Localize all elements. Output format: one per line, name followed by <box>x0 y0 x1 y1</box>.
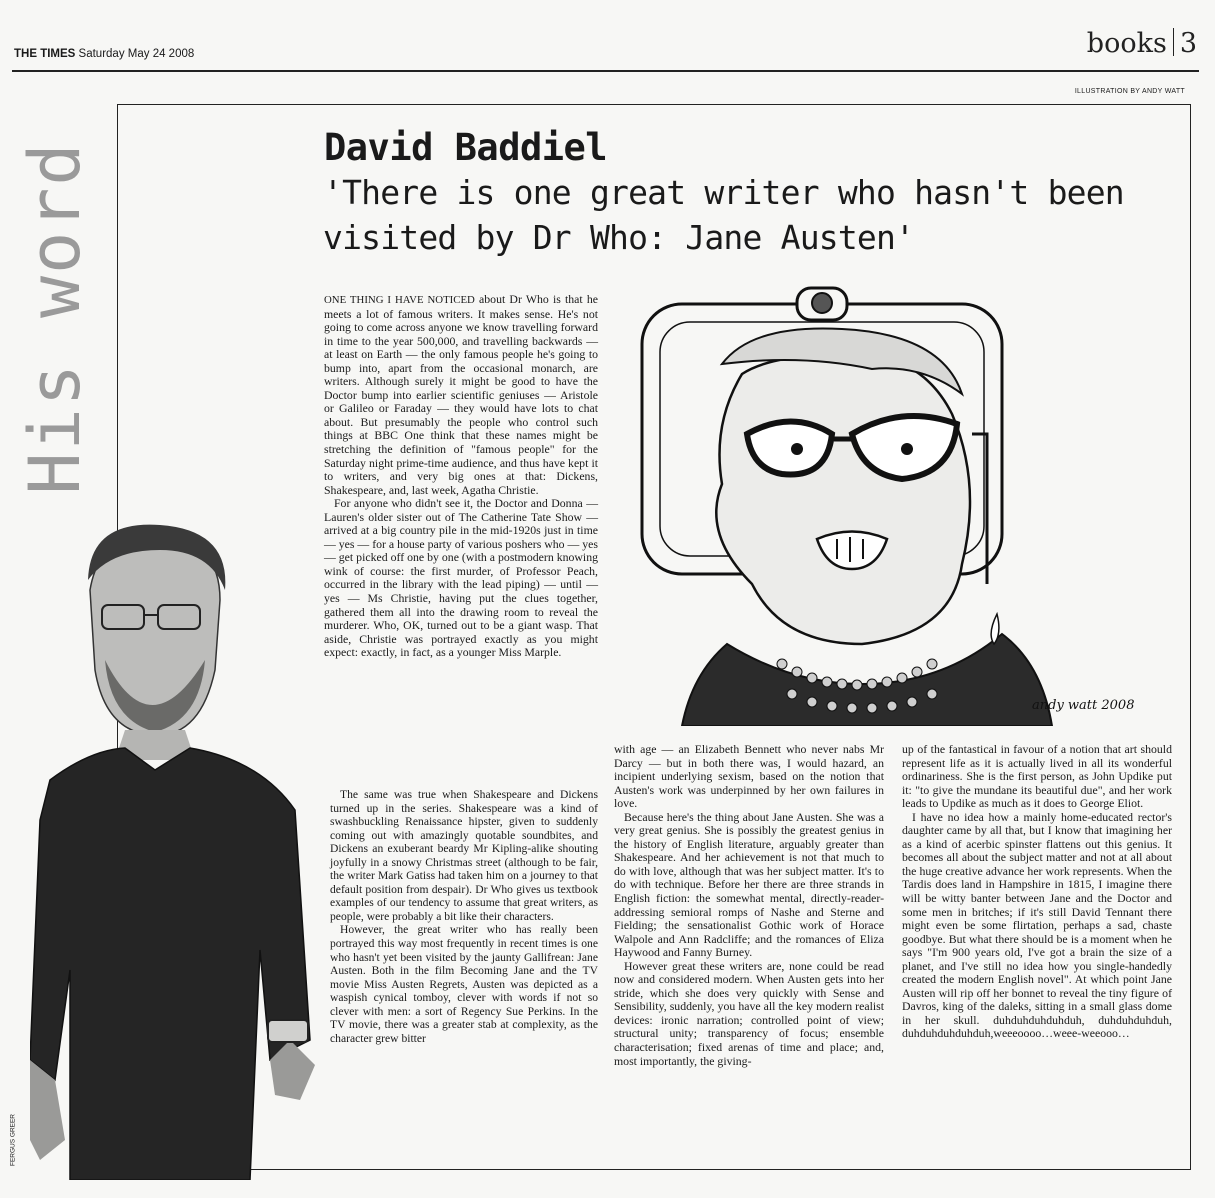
paper-name: THE TIMES <box>14 48 76 60</box>
section-name: books <box>1086 28 1167 59</box>
article-paragraph: However great these writers are, none could be read now and considered modern. When Austen gets into her stride, which she does very quickly with Sense and Sensibility, suddenly, you have all the key modern realist devices: ironic narration; controlled point of view; structural unity; transparency of focus; ensemble characterisation; fixed arenas of time and place; and, most importantly, the giving- <box>614 958 884 1068</box>
article-column-1 <box>324 293 598 660</box>
author-photo <box>30 520 330 1180</box>
article-column-3 <box>902 743 1172 1041</box>
article-paragraph: Because here's the thing about Jane Austen. She was a very great genius. She is possibly the greatest genius in the history of English literature, arguably greater than Shakespeare. And her achievement is not that much to do with love, although that was her subject matter. It's to do with technique. Before her there are three strands in English fiction: the somewhat mental, directly-reader-addressing semioral romps of Nashe and Sterne and Fielding; the sensationalist Gothic work of Horace Walpole and Ann Radcliffe; and the romances of Eliza Haywood and Fanny Burney. <box>614 809 884 960</box>
article-paragraph: ONE THING I HAVE NOTICED about Dr Who is that he meets a lot of famous writers. It makes sense. He's not going to come across anyone we know travelling forward in time to the year 500,000, and travelling backwards — at least on Earth — the only famous people he's going to bump into, apart from the occasional monarch, are writers. Although surely it might be good to have the Doctor bump into earlier scientific geniuses — Aristole or Galileo or Faraday — they would have lots to chat about. But presumably the people who control such things at BBC One think that these names might be stretching the definition of "famous people" for the Saturday night prime-time audience, and thus have kept it to writers, and very big ones at that: Dickens, Shakespeare, and, last week, Agatha Christie. <box>324 292 598 497</box>
article-paragraph: with age — an Elizabeth Bennett who never nabs Mr Darcy — but in both there was, I would hazard, an incipient underlying sexism, based on the notion that Austen's work was underpinned by her own failures in love. <box>614 742 884 811</box>
illustration-credit: ILLUSTRATION BY ANDY WATT <box>1074 88 1185 95</box>
article-paragraph: For anyone who didn't see it, the Doctor and Donna — Lauren's older sister out of The Catherine Tate Show —arrived at a big country pile in the mid-1920s just in time — yes — for a house party of various poshers who — yes — get picked off one by one (with a postmodern knowing wink of course: the first murder, of Professor Peach, occurred in the library with the lead piping) — until — yes — Ms Christie, having put the clues together, gathered them all into the drawing room to reveal the murderer. Who, OK, turned out to be a giant wasp. That aside, Christie was portrayed exactly as you might expect: exactly, in fact, as a younger Miss Marple. <box>324 496 598 660</box>
article-column-2 <box>614 743 884 1068</box>
column-name: His word <box>14 141 96 495</box>
article-paragraph: However, the great writer who has really been portrayed this way most frequently in recent times is one who hasn't yet been visited by the jaunty Gallifrean: Jane Austen. Both in the film Becoming Jane and the TV movie Miss Austen Regrets, Austen was depicted as a waspish cynical tomboy, clever with words if not so clever with men: a sort of Regency Sue Perkins. In the TV movie, there was a greater stab at complexity, as the character grew bitter <box>330 923 598 1045</box>
column-name-vertical <box>14 108 96 528</box>
author-name: David Baddiel <box>324 126 608 169</box>
dome-bulb <box>812 293 832 313</box>
photo-credit-vertical <box>6 1110 20 1170</box>
section-label <box>1087 28 1197 59</box>
article-paragraph: up of the fantastical in favour of a notion that art should represent life as it is actually lived in all its wonderful ordinariness. She is the first person, as John Updike put it: "to give the mundane its beautiful due", and her work leads to Updike as much as it does to George Eliot. <box>902 742 1172 811</box>
lead-in: ONE THING I HAVE NOTICED <box>324 294 475 306</box>
article-paragraph: The same was true when Shakespeare and Dickens turned up in the series. Shakespeare was a kind of swashbuckling Renaissance hipster, given to suddenly coming out with amazingly quotable soundbites, and Dickens an exuberant beardy Mr Kipling-alike shouting joyfully in a snowy Christmas street (although to be fair, the writer Mark Gatiss had taken him on a journey to that default position from despair). Dr Who gives us textbook examples of our tendency to assume that great writers, as people, were probably a bit like their characters. <box>330 788 598 923</box>
masthead-rule <box>12 70 1199 72</box>
caricature-illustration <box>622 284 1170 726</box>
wristwatch <box>268 1020 308 1042</box>
dress <box>682 634 1052 726</box>
masthead <box>14 48 194 60</box>
face <box>716 354 970 644</box>
issue-date: Saturday May 24 2008 <box>78 48 195 60</box>
headline: 'There is one great writer who hasn't been visited by Dr Who: Jane Austen' <box>323 173 1124 257</box>
article-paragraph: I have no idea how a mainly home-educated rector's daughter came by all that, but I know that imagining her as a kind of acerbic spinster flattens out this genius. It becomes all about the subject matter and not at all about the huge creative advance her work represents. When the Tardis does land in Hampshire in 1815, I imagine there will be witty banter between Jane and the Doctor and some men in britches; if it's still David Tennant there might even be some flirtation, perhaps a sad, chaste goodbye. But what there should be is a moment when he says "I'm 900 years old, I've got a brain the size of a planet, and I've still no idea how you single-handedly created the modern English novel". At which point Jane Austen will rip off her bonnet to reveal the tiny figure of Davros, king of the daleks, sitting in a small glass dome in her skull. duhduhduhduhduh, duhduhduhduh, duhduhduhduhduh,weeeoooo…weee-weeooo… <box>902 809 1172 1041</box>
artist-signature: andy watt 2008 <box>1032 698 1135 713</box>
section-divider <box>1173 28 1174 56</box>
page-number: 3 <box>1179 28 1197 59</box>
photo-credit: FERGUS GREER <box>9 1113 17 1167</box>
article-column-1-lower <box>330 788 598 1045</box>
